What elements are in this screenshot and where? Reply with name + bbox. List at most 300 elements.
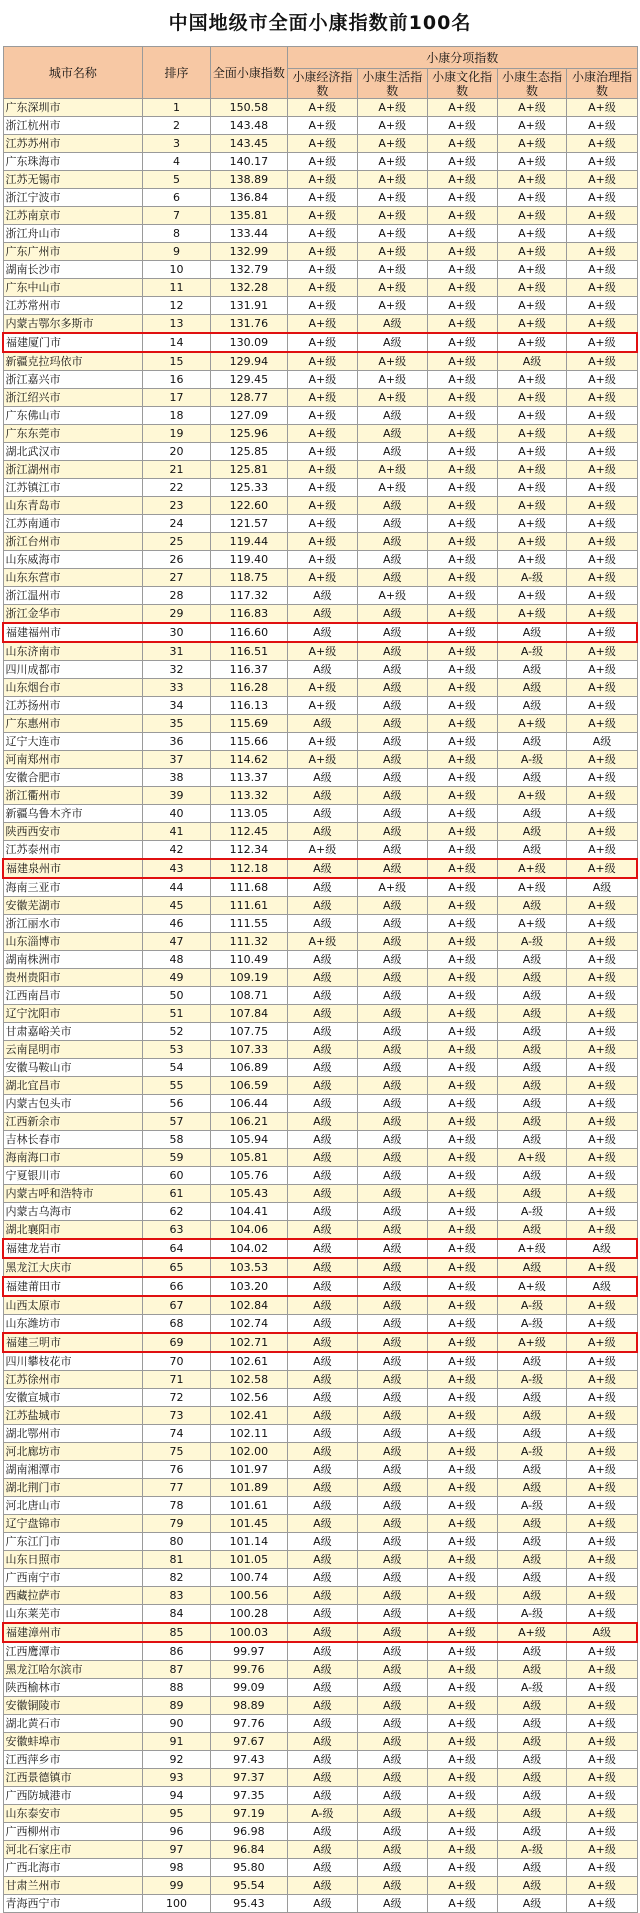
cell-economy: A+级 xyxy=(287,261,357,279)
cell-index: 113.32 xyxy=(210,787,287,805)
cell-city: 内蒙古鄂尔多斯市 xyxy=(3,315,143,334)
cell-culture: A+级 xyxy=(427,1167,497,1185)
table-row xyxy=(3,352,637,371)
cell-index: 103.53 xyxy=(210,1258,287,1277)
cell-rank: 52 xyxy=(143,1023,210,1041)
cell-index: 114.62 xyxy=(210,751,287,769)
cell-index: 131.91 xyxy=(210,297,287,315)
cell-ecology: A级 xyxy=(497,1895,567,1913)
cell-ecology: A级 xyxy=(497,1587,567,1605)
cell-city: 山东泰安市 xyxy=(3,1805,143,1823)
cell-city: 安徽宣城市 xyxy=(3,1389,143,1407)
cell-life: A级 xyxy=(357,1185,427,1203)
cell-city: 安徽铜陵市 xyxy=(3,1697,143,1715)
cell-city: 青海西宁市 xyxy=(3,1895,143,1913)
cell-governance: A+级 xyxy=(567,915,637,933)
table-row xyxy=(3,1023,637,1041)
cell-city: 浙江杭州市 xyxy=(3,117,143,135)
cell-economy: A级 xyxy=(287,1715,357,1733)
cell-economy: A级 xyxy=(287,1258,357,1277)
cell-life: A级 xyxy=(357,969,427,987)
cell-governance: A+级 xyxy=(567,1167,637,1185)
cell-governance: A+级 xyxy=(567,1787,637,1805)
cell-economy: A+级 xyxy=(287,153,357,171)
cell-city: 浙江宁波市 xyxy=(3,189,143,207)
cell-governance: A+级 xyxy=(567,1587,637,1605)
table-row xyxy=(3,1443,637,1461)
cell-culture: A+级 xyxy=(427,859,497,878)
cell-governance: A+级 xyxy=(567,1823,637,1841)
cell-governance: A+级 xyxy=(567,1751,637,1769)
cell-rank: 35 xyxy=(143,715,210,733)
cell-economy: A级 xyxy=(287,605,357,624)
cell-governance: A+级 xyxy=(567,352,637,371)
table-row xyxy=(3,1131,637,1149)
cell-culture: A+级 xyxy=(427,1587,497,1605)
cell-culture: A+级 xyxy=(427,1551,497,1569)
cell-governance: A+级 xyxy=(567,207,637,225)
cell-life: A级 xyxy=(357,1661,427,1679)
table-row xyxy=(3,261,637,279)
table-row xyxy=(3,551,637,569)
cell-life: A+级 xyxy=(357,189,427,207)
cell-ecology: A+级 xyxy=(497,333,567,352)
cell-rank: 92 xyxy=(143,1751,210,1769)
cell-economy: A级 xyxy=(287,1515,357,1533)
cell-economy: A级 xyxy=(287,661,357,679)
cell-city: 安徽马鞍山市 xyxy=(3,1059,143,1077)
cell-governance: A+级 xyxy=(567,515,637,533)
cell-culture: A+级 xyxy=(427,1569,497,1587)
cell-ecology: A级 xyxy=(497,1221,567,1240)
cell-city: 广东惠州市 xyxy=(3,715,143,733)
cell-governance: A+级 xyxy=(567,99,637,117)
cell-life: A级 xyxy=(357,1497,427,1515)
cell-ecology: A+级 xyxy=(497,859,567,878)
table-row xyxy=(3,1841,637,1859)
cell-city: 河北石家庄市 xyxy=(3,1841,143,1859)
cell-city: 广东江门市 xyxy=(3,1533,143,1551)
cell-economy: A+级 xyxy=(287,279,357,297)
cell-culture: A+级 xyxy=(427,1623,497,1642)
cell-city: 陕西西安市 xyxy=(3,823,143,841)
cell-culture: A+级 xyxy=(427,1751,497,1769)
cell-governance: A+级 xyxy=(567,951,637,969)
cell-culture: A+级 xyxy=(427,1533,497,1551)
cell-economy: A+级 xyxy=(287,297,357,315)
cell-rank: 34 xyxy=(143,697,210,715)
cell-culture: A+级 xyxy=(427,769,497,787)
cell-economy: A级 xyxy=(287,1149,357,1167)
table-row xyxy=(3,1569,637,1587)
cell-culture: A+级 xyxy=(427,515,497,533)
cell-governance: A+级 xyxy=(567,1895,637,1913)
cell-economy: A级 xyxy=(287,1407,357,1425)
cell-ecology: A级 xyxy=(497,1185,567,1203)
cell-city: 湖北襄阳市 xyxy=(3,1221,143,1240)
cell-rank: 11 xyxy=(143,279,210,297)
cell-index: 119.40 xyxy=(210,551,287,569)
cell-city: 海南海口市 xyxy=(3,1149,143,1167)
cell-index: 121.57 xyxy=(210,515,287,533)
table-row xyxy=(3,1352,637,1371)
table-row xyxy=(3,1895,637,1913)
cell-governance: A+级 xyxy=(567,751,637,769)
cell-index: 102.74 xyxy=(210,1315,287,1334)
cell-life: A+级 xyxy=(357,389,427,407)
cell-index: 102.41 xyxy=(210,1407,287,1425)
table-row xyxy=(3,751,637,769)
cell-index: 131.76 xyxy=(210,315,287,334)
cell-ecology: A+级 xyxy=(497,153,567,171)
cell-governance: A+级 xyxy=(567,1333,637,1352)
cell-economy: A+级 xyxy=(287,841,357,860)
cell-life: A级 xyxy=(357,933,427,951)
cell-life: A级 xyxy=(357,787,427,805)
cell-index: 95.80 xyxy=(210,1859,287,1877)
cell-city: 浙江衢州市 xyxy=(3,787,143,805)
cell-life: A级 xyxy=(357,841,427,860)
cell-index: 106.44 xyxy=(210,1095,287,1113)
cell-index: 133.44 xyxy=(210,225,287,243)
cell-rank: 15 xyxy=(143,352,210,371)
table-row xyxy=(3,1787,637,1805)
cell-city: 福建厦门市 xyxy=(3,333,143,352)
cell-governance: A+级 xyxy=(567,389,637,407)
table-row xyxy=(3,697,637,715)
cell-city: 浙江金华市 xyxy=(3,605,143,624)
cell-ecology: A级 xyxy=(497,1515,567,1533)
cell-ecology: A-级 xyxy=(497,1443,567,1461)
table-row xyxy=(3,1041,637,1059)
cell-governance: A+级 xyxy=(567,1497,637,1515)
cell-rank: 83 xyxy=(143,1587,210,1605)
cell-index: 99.97 xyxy=(210,1642,287,1661)
cell-governance: A+级 xyxy=(567,1642,637,1661)
table-row xyxy=(3,153,637,171)
table-row xyxy=(3,189,637,207)
table-row xyxy=(3,1407,637,1425)
cell-index: 112.18 xyxy=(210,859,287,878)
cell-ecology: A+级 xyxy=(497,243,567,261)
cell-economy: A+级 xyxy=(287,189,357,207)
cell-index: 117.32 xyxy=(210,587,287,605)
table-row xyxy=(3,1113,637,1131)
cell-life: A级 xyxy=(357,1371,427,1389)
cell-index: 100.56 xyxy=(210,1587,287,1605)
cell-index: 115.66 xyxy=(210,733,287,751)
table-row xyxy=(3,1277,637,1296)
cell-rank: 76 xyxy=(143,1461,210,1479)
cell-index: 96.98 xyxy=(210,1823,287,1841)
cell-rank: 8 xyxy=(143,225,210,243)
cell-rank: 17 xyxy=(143,389,210,407)
cell-ecology: A级 xyxy=(497,1823,567,1841)
table-row xyxy=(3,787,637,805)
cell-governance: A+级 xyxy=(567,715,637,733)
cell-city: 西藏拉萨市 xyxy=(3,1587,143,1605)
cell-life: A级 xyxy=(357,1877,427,1895)
table-row xyxy=(3,1733,637,1751)
cell-culture: A+级 xyxy=(427,1605,497,1624)
table-row xyxy=(3,1461,637,1479)
cell-index: 105.76 xyxy=(210,1167,287,1185)
cell-economy: A级 xyxy=(287,1751,357,1769)
cell-economy: A级 xyxy=(287,1005,357,1023)
cell-life: A级 xyxy=(357,1697,427,1715)
cell-economy: A级 xyxy=(287,897,357,915)
cell-life: A级 xyxy=(357,315,427,334)
cell-ecology: A+级 xyxy=(497,117,567,135)
table-row xyxy=(3,1587,637,1605)
cell-economy: A级 xyxy=(287,1587,357,1605)
cell-culture: A+级 xyxy=(427,605,497,624)
cell-ecology: A级 xyxy=(497,1095,567,1113)
cell-index: 122.60 xyxy=(210,497,287,515)
table-row xyxy=(3,841,637,860)
table-row xyxy=(3,533,637,551)
cell-economy: A+级 xyxy=(287,425,357,443)
cell-economy: A级 xyxy=(287,715,357,733)
cell-life: A+级 xyxy=(357,371,427,389)
cell-life: A级 xyxy=(357,407,427,425)
table-row xyxy=(3,823,637,841)
cell-city: 云南昆明市 xyxy=(3,1041,143,1059)
cell-city: 广西防城港市 xyxy=(3,1787,143,1805)
cell-governance: A+级 xyxy=(567,1569,637,1587)
cell-governance: A级 xyxy=(567,1623,637,1642)
cell-economy: A+级 xyxy=(287,697,357,715)
cell-economy: A级 xyxy=(287,1823,357,1841)
cell-life: A+级 xyxy=(357,153,427,171)
cell-economy: A级 xyxy=(287,1642,357,1661)
cell-life: A级 xyxy=(357,1389,427,1407)
cell-rank: 33 xyxy=(143,679,210,697)
table-row xyxy=(3,117,637,135)
cell-culture: A+级 xyxy=(427,1895,497,1913)
cell-life: A+级 xyxy=(357,297,427,315)
cell-index: 107.33 xyxy=(210,1041,287,1059)
cell-life: A级 xyxy=(357,333,427,352)
cell-culture: A+级 xyxy=(427,642,497,661)
table-row xyxy=(3,1333,637,1352)
cell-city: 浙江台州市 xyxy=(3,533,143,551)
table-row xyxy=(3,1077,637,1095)
cell-culture: A+级 xyxy=(427,225,497,243)
cell-index: 140.17 xyxy=(210,153,287,171)
cell-life: A级 xyxy=(357,623,427,642)
cell-city: 黑龙江哈尔滨市 xyxy=(3,1661,143,1679)
cell-ecology: A+级 xyxy=(497,135,567,153)
cell-governance: A+级 xyxy=(567,1185,637,1203)
cell-rank: 59 xyxy=(143,1149,210,1167)
cell-governance: A+级 xyxy=(567,1479,637,1497)
cell-life: A级 xyxy=(357,1605,427,1624)
cell-ecology: A级 xyxy=(497,1859,567,1877)
cell-index: 116.83 xyxy=(210,605,287,624)
table-row xyxy=(3,733,637,751)
cell-culture: A+级 xyxy=(427,1769,497,1787)
cell-city: 山东青岛市 xyxy=(3,497,143,515)
table-row xyxy=(3,1315,637,1334)
cell-ecology: A+级 xyxy=(497,443,567,461)
cell-rank: 97 xyxy=(143,1841,210,1859)
cell-city: 河北廊坊市 xyxy=(3,1443,143,1461)
cell-ecology: A级 xyxy=(497,1059,567,1077)
table-row xyxy=(3,878,637,897)
table-body xyxy=(3,99,637,1913)
cell-city: 新疆乌鲁木齐市 xyxy=(3,805,143,823)
cell-culture: A+级 xyxy=(427,1258,497,1277)
table-row xyxy=(3,407,637,425)
cell-ecology: A级 xyxy=(497,1533,567,1551)
cell-city: 河北唐山市 xyxy=(3,1497,143,1515)
cell-culture: A+级 xyxy=(427,533,497,551)
cell-ecology: A+级 xyxy=(497,279,567,297)
cell-index: 143.48 xyxy=(210,117,287,135)
cell-economy: A级 xyxy=(287,1895,357,1913)
cell-economy: A级 xyxy=(287,1787,357,1805)
cell-governance: A+级 xyxy=(567,1113,637,1131)
cell-economy: A级 xyxy=(287,787,357,805)
cell-ecology: A+级 xyxy=(497,261,567,279)
cell-economy: A级 xyxy=(287,1239,357,1258)
cell-life: A+级 xyxy=(357,207,427,225)
cell-index: 129.45 xyxy=(210,371,287,389)
cell-city: 广西北海市 xyxy=(3,1859,143,1877)
cell-life: A级 xyxy=(357,697,427,715)
cell-culture: A+级 xyxy=(427,1315,497,1334)
cell-city: 贵州贵阳市 xyxy=(3,969,143,987)
header-economy: 小康经济指数 xyxy=(287,69,357,99)
cell-culture: A+级 xyxy=(427,1425,497,1443)
cell-city: 广东中山市 xyxy=(3,279,143,297)
header-rank: 排序 xyxy=(143,47,210,99)
cell-governance: A+级 xyxy=(567,479,637,497)
cell-life: A级 xyxy=(357,1131,427,1149)
cell-culture: A+级 xyxy=(427,389,497,407)
cell-ecology: A-级 xyxy=(497,1497,567,1515)
cell-city: 江苏南京市 xyxy=(3,207,143,225)
table-row xyxy=(3,225,637,243)
cell-rank: 91 xyxy=(143,1733,210,1751)
cell-life: A级 xyxy=(357,1533,427,1551)
cell-index: 101.05 xyxy=(210,1551,287,1569)
cell-economy: A+级 xyxy=(287,407,357,425)
cell-city: 山东日照市 xyxy=(3,1551,143,1569)
cell-life: A级 xyxy=(357,1333,427,1352)
table-row xyxy=(3,1769,637,1787)
cell-economy: A级 xyxy=(287,1296,357,1315)
cell-economy: A级 xyxy=(287,1333,357,1352)
cell-culture: A+级 xyxy=(427,1296,497,1315)
cell-index: 109.19 xyxy=(210,969,287,987)
cell-rank: 32 xyxy=(143,661,210,679)
cell-ecology: A-级 xyxy=(497,1605,567,1624)
cell-culture: A+级 xyxy=(427,1352,497,1371)
cell-index: 116.13 xyxy=(210,697,287,715)
cell-governance: A+级 xyxy=(567,1203,637,1221)
cell-ecology: A+级 xyxy=(497,371,567,389)
cell-city: 福建龙岩市 xyxy=(3,1239,143,1258)
cell-economy: A级 xyxy=(287,1023,357,1041)
cell-life: A级 xyxy=(357,769,427,787)
cell-governance: A+级 xyxy=(567,1371,637,1389)
cell-rank: 98 xyxy=(143,1859,210,1877)
cell-governance: A+级 xyxy=(567,1697,637,1715)
header-ecology: 小康生态指数 xyxy=(497,69,567,99)
cell-culture: A+级 xyxy=(427,1095,497,1113)
table-row xyxy=(3,371,637,389)
cell-life: A级 xyxy=(357,715,427,733)
cell-economy: A+级 xyxy=(287,371,357,389)
cell-governance: A+级 xyxy=(567,933,637,951)
cell-economy: A+级 xyxy=(287,99,357,117)
cell-governance: A+级 xyxy=(567,533,637,551)
cell-rank: 57 xyxy=(143,1113,210,1131)
cell-culture: A+级 xyxy=(427,969,497,987)
cell-governance: A+级 xyxy=(567,1296,637,1315)
table-row xyxy=(3,805,637,823)
cell-ecology: A+级 xyxy=(497,787,567,805)
cell-life: A级 xyxy=(357,679,427,697)
cell-rank: 46 xyxy=(143,915,210,933)
cell-economy: A级 xyxy=(287,1605,357,1624)
table-row xyxy=(3,1551,637,1569)
cell-index: 98.89 xyxy=(210,1697,287,1715)
table-row xyxy=(3,1859,637,1877)
cell-city: 江西鹰潭市 xyxy=(3,1642,143,1661)
cell-rank: 54 xyxy=(143,1059,210,1077)
cell-life: A级 xyxy=(357,1203,427,1221)
cell-city: 黑龙江大庆市 xyxy=(3,1258,143,1277)
cell-ecology: A+级 xyxy=(497,479,567,497)
cell-index: 113.37 xyxy=(210,769,287,787)
cell-index: 102.56 xyxy=(210,1389,287,1407)
cell-city: 安徽蚌埠市 xyxy=(3,1733,143,1751)
cell-life: A级 xyxy=(357,915,427,933)
cell-ecology: A级 xyxy=(497,1751,567,1769)
cell-ecology: A+级 xyxy=(497,1333,567,1352)
cell-economy: A+级 xyxy=(287,443,357,461)
cell-life: A级 xyxy=(357,1023,427,1041)
cell-ecology: A-级 xyxy=(497,569,567,587)
cell-governance: A+级 xyxy=(567,1407,637,1425)
cell-ecology: A-级 xyxy=(497,1203,567,1221)
cell-economy: A+级 xyxy=(287,243,357,261)
cell-rank: 82 xyxy=(143,1569,210,1587)
cell-life: A级 xyxy=(357,1823,427,1841)
table-row xyxy=(3,425,637,443)
cell-index: 111.68 xyxy=(210,878,287,897)
cell-culture: A+级 xyxy=(427,189,497,207)
cell-life: A级 xyxy=(357,1149,427,1167)
cell-rank: 10 xyxy=(143,261,210,279)
cell-culture: A+级 xyxy=(427,1823,497,1841)
cell-index: 125.96 xyxy=(210,425,287,443)
table-row xyxy=(3,1167,637,1185)
cell-economy: A级 xyxy=(287,587,357,605)
cell-governance: A+级 xyxy=(567,1443,637,1461)
table-row xyxy=(3,1221,637,1240)
cell-city: 陕西榆林市 xyxy=(3,1679,143,1697)
cell-economy: A+级 xyxy=(287,642,357,661)
cell-life: A级 xyxy=(357,1479,427,1497)
cell-governance: A+级 xyxy=(567,1679,637,1697)
cell-city: 江苏常州市 xyxy=(3,297,143,315)
cell-economy: A级 xyxy=(287,1859,357,1877)
cell-rank: 78 xyxy=(143,1497,210,1515)
